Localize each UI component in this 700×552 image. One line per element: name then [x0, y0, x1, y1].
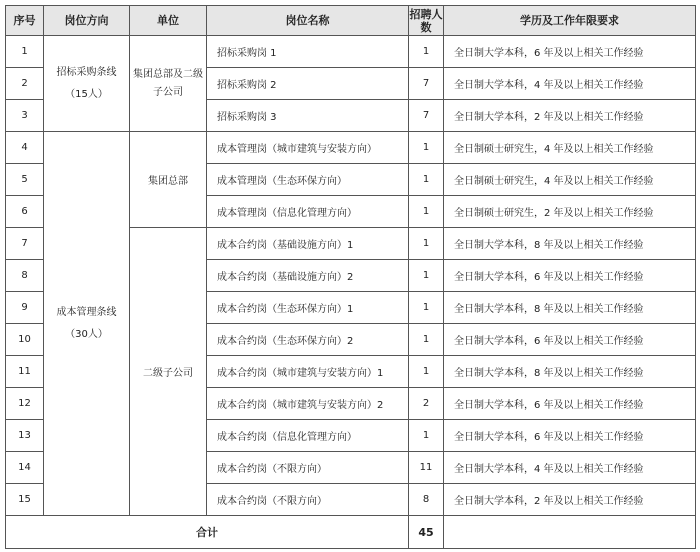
table-row — [6, 36, 696, 68]
row-position: 招标采购岗 1 — [207, 36, 409, 68]
row-count: 1 — [409, 292, 444, 324]
recruitment-table — [5, 5, 696, 549]
direction-procurement — [44, 36, 130, 132]
row-requirement: 全日制大学本科，8 年及以上相关工作经验 — [444, 228, 696, 260]
row-requirement: 全日制大学本科，8 年及以上相关工作经验 — [444, 292, 696, 324]
row-no: 12 — [6, 388, 44, 420]
row-position: 成本合约岗（城市建筑与安装方向）1 — [207, 356, 409, 388]
row-position: 成本合约岗（信息化管理方向） — [207, 420, 409, 452]
unit-subsidiary: 二级子公司 — [130, 228, 207, 516]
row-count: 2 — [409, 388, 444, 420]
row-no: 13 — [6, 420, 44, 452]
table-row — [6, 132, 696, 164]
row-position: 成本管理岗（信息化管理方向） — [207, 196, 409, 228]
header-requirement: 学历及工作年限要求 — [444, 6, 696, 36]
row-position: 成本合约岗（生态环保方向）1 — [207, 292, 409, 324]
row-requirement: 全日制大学本科，6 年及以上相关工作经验 — [444, 36, 696, 68]
row-count: 1 — [409, 164, 444, 196]
row-no: 2 — [6, 68, 44, 100]
direction-count: （30人） — [65, 328, 108, 340]
header-count: 招聘人数 — [409, 7, 443, 34]
row-no: 6 — [6, 196, 44, 228]
row-no: 11 — [6, 356, 44, 388]
row-no: 3 — [6, 100, 44, 132]
row-requirement: 全日制大学本科，2 年及以上相关工作经验 — [444, 484, 696, 516]
row-count: 7 — [409, 100, 444, 132]
direction-cost — [44, 132, 130, 516]
row-count: 1 — [409, 324, 444, 356]
row-requirement: 全日制大学本科，8 年及以上相关工作经验 — [444, 356, 696, 388]
unit-procurement: 集团总部及二级子公司 — [130, 36, 207, 132]
row-count: 1 — [409, 228, 444, 260]
row-no: 15 — [6, 484, 44, 516]
row-count: 1 — [409, 356, 444, 388]
direction-label: 成本管理条线 — [56, 306, 117, 318]
header-row — [6, 6, 696, 36]
row-requirement: 全日制硕士研究生，2 年及以上相关工作经验 — [444, 196, 696, 228]
row-count: 1 — [409, 36, 444, 68]
row-position: 招标采购岗 3 — [207, 100, 409, 132]
row-count: 1 — [409, 196, 444, 228]
row-requirement: 全日制大学本科，6 年及以上相关工作经验 — [444, 324, 696, 356]
row-requirement: 全日制大学本科，2 年及以上相关工作经验 — [444, 100, 696, 132]
row-no: 10 — [6, 324, 44, 356]
row-no: 4 — [6, 132, 44, 164]
row-position: 成本合约岗（基础设施方向）2 — [207, 260, 409, 292]
row-no: 1 — [6, 36, 44, 68]
row-position: 成本管理岗（城市建筑与安装方向） — [207, 132, 409, 164]
row-count: 1 — [409, 132, 444, 164]
header-position: 岗位名称 — [207, 6, 409, 36]
row-count: 8 — [409, 484, 444, 516]
row-requirement: 全日制硕士研究生，4 年及以上相关工作经验 — [444, 164, 696, 196]
direction-label: 招标采购条线 — [56, 66, 117, 78]
row-position: 成本管理岗（生态环保方向） — [207, 164, 409, 196]
row-count: 1 — [409, 260, 444, 292]
row-requirement: 全日制大学本科，6 年及以上相关工作经验 — [444, 388, 696, 420]
row-no: 8 — [6, 260, 44, 292]
header-direction: 岗位方向 — [44, 6, 130, 36]
total-label: 合计 — [6, 516, 409, 549]
row-position: 成本合约岗（不限方向） — [207, 484, 409, 516]
row-position: 成本合约岗（基础设施方向）1 — [207, 228, 409, 260]
row-position: 成本合约岗（不限方向） — [207, 452, 409, 484]
row-position: 成本合约岗（城市建筑与安装方向）2 — [207, 388, 409, 420]
row-requirement: 全日制大学本科，4 年及以上相关工作经验 — [444, 68, 696, 100]
row-requirement: 全日制硕士研究生，4 年及以上相关工作经验 — [444, 132, 696, 164]
row-no: 5 — [6, 164, 44, 196]
row-requirement: 全日制大学本科，6 年及以上相关工作经验 — [444, 420, 696, 452]
row-position: 成本合约岗（生态环保方向）2 — [207, 324, 409, 356]
row-position: 招标采购岗 2 — [207, 68, 409, 100]
total-empty — [444, 516, 696, 549]
total-row — [6, 516, 696, 549]
row-no: 9 — [6, 292, 44, 324]
total-count: 45 — [409, 516, 444, 549]
header-unit: 单位 — [130, 6, 207, 36]
row-no: 7 — [6, 228, 44, 260]
row-no: 14 — [6, 452, 44, 484]
row-requirement: 全日制大学本科，4 年及以上相关工作经验 — [444, 452, 696, 484]
row-count: 1 — [409, 420, 444, 452]
row-count: 11 — [409, 452, 444, 484]
header-no: 序号 — [6, 6, 44, 36]
direction-count: （15人） — [65, 88, 108, 100]
row-requirement: 全日制大学本科，6 年及以上相关工作经验 — [444, 260, 696, 292]
unit-hq: 集团总部 — [130, 132, 207, 228]
row-count: 7 — [409, 68, 444, 100]
